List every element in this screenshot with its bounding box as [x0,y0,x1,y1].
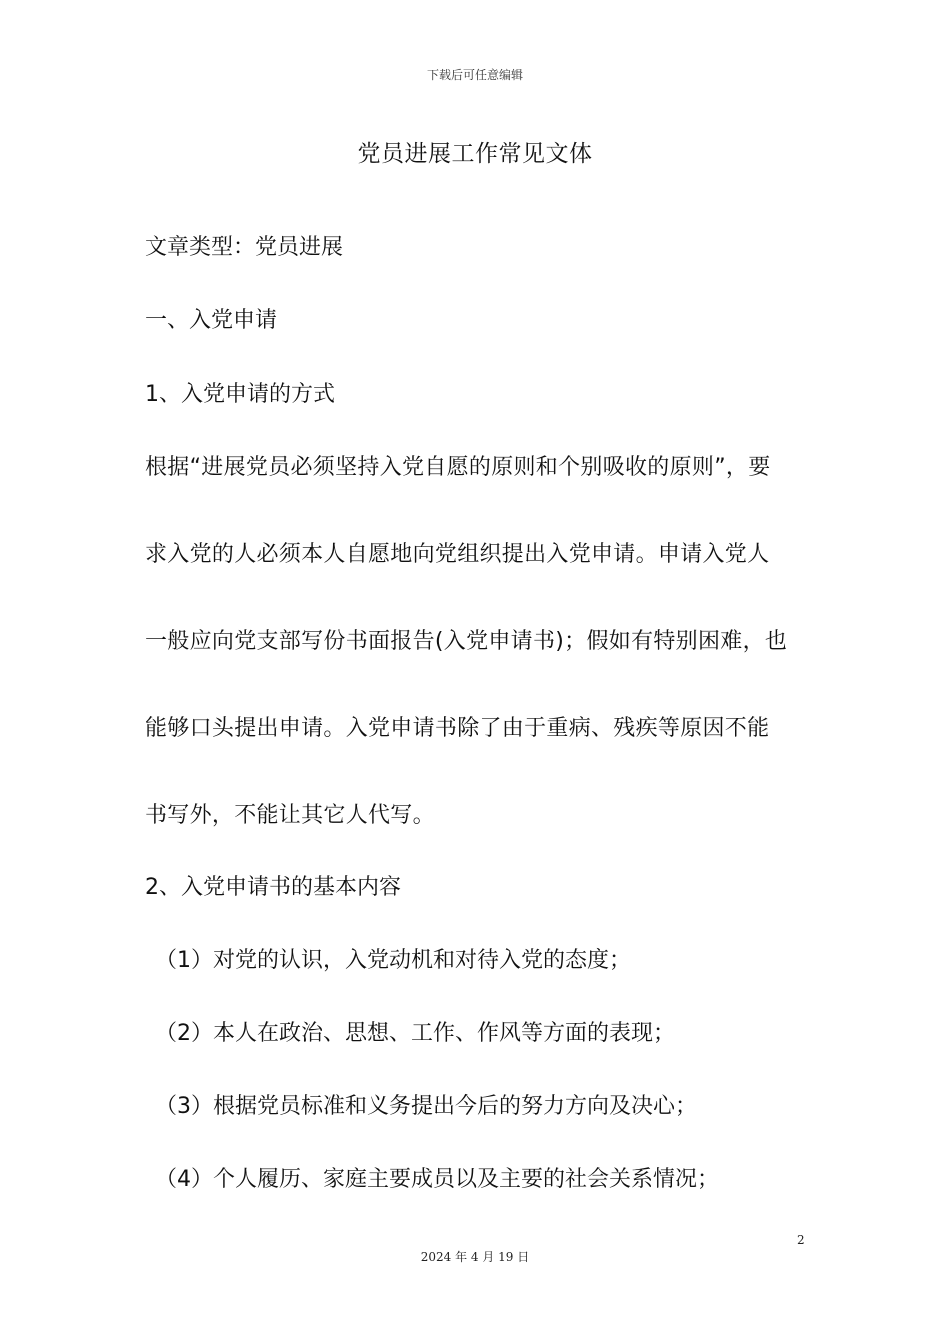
list-item: （4）个人履历、家庭主要成员以及主要的社会关系情况； [155,1167,719,1192]
list-item: （2）本人在政治、思想、工作、作风等方面的表现； [155,1021,675,1046]
paragraph-line: 书写外，不能让其它人代写。 [145,803,435,828]
paragraph-line: 能够口头提出申请。入党申请书除了由于重病、残疾等原因不能 [145,716,770,741]
paragraph-line: 一般应向党支部写份书面报告(入党申请书)；假如有特别困难，也 [145,629,788,654]
subsection-heading: 1、入党申请的方式 [145,382,335,407]
page-number: 2 [797,1233,805,1247]
footer-date: 2024 年 4 月 19 日 [420,1250,530,1264]
document-title: 党员进展工作常见文体 [357,141,593,167]
section-heading: 一、入党申请 [145,308,278,333]
article-type-line: 文章类型：党员进展 [145,235,344,260]
subsection-heading: 2、入党申请书的基本内容 [145,875,401,900]
paragraph-line: 求入党的人必须本人自愿地向党组织提出入党申请。申请入党人 [145,542,770,567]
paragraph-line: 根据“进展党员必须坚持入党自愿的原则和个别吸收的原则”，要 [145,455,771,480]
header-note: 下载后可任意编辑 [426,68,523,82]
list-item: （1）对党的认识，入党动机和对待入党的态度； [155,948,631,973]
list-item: （3）根据党员标准和义务提出今后的努力方向及决心； [155,1094,697,1119]
